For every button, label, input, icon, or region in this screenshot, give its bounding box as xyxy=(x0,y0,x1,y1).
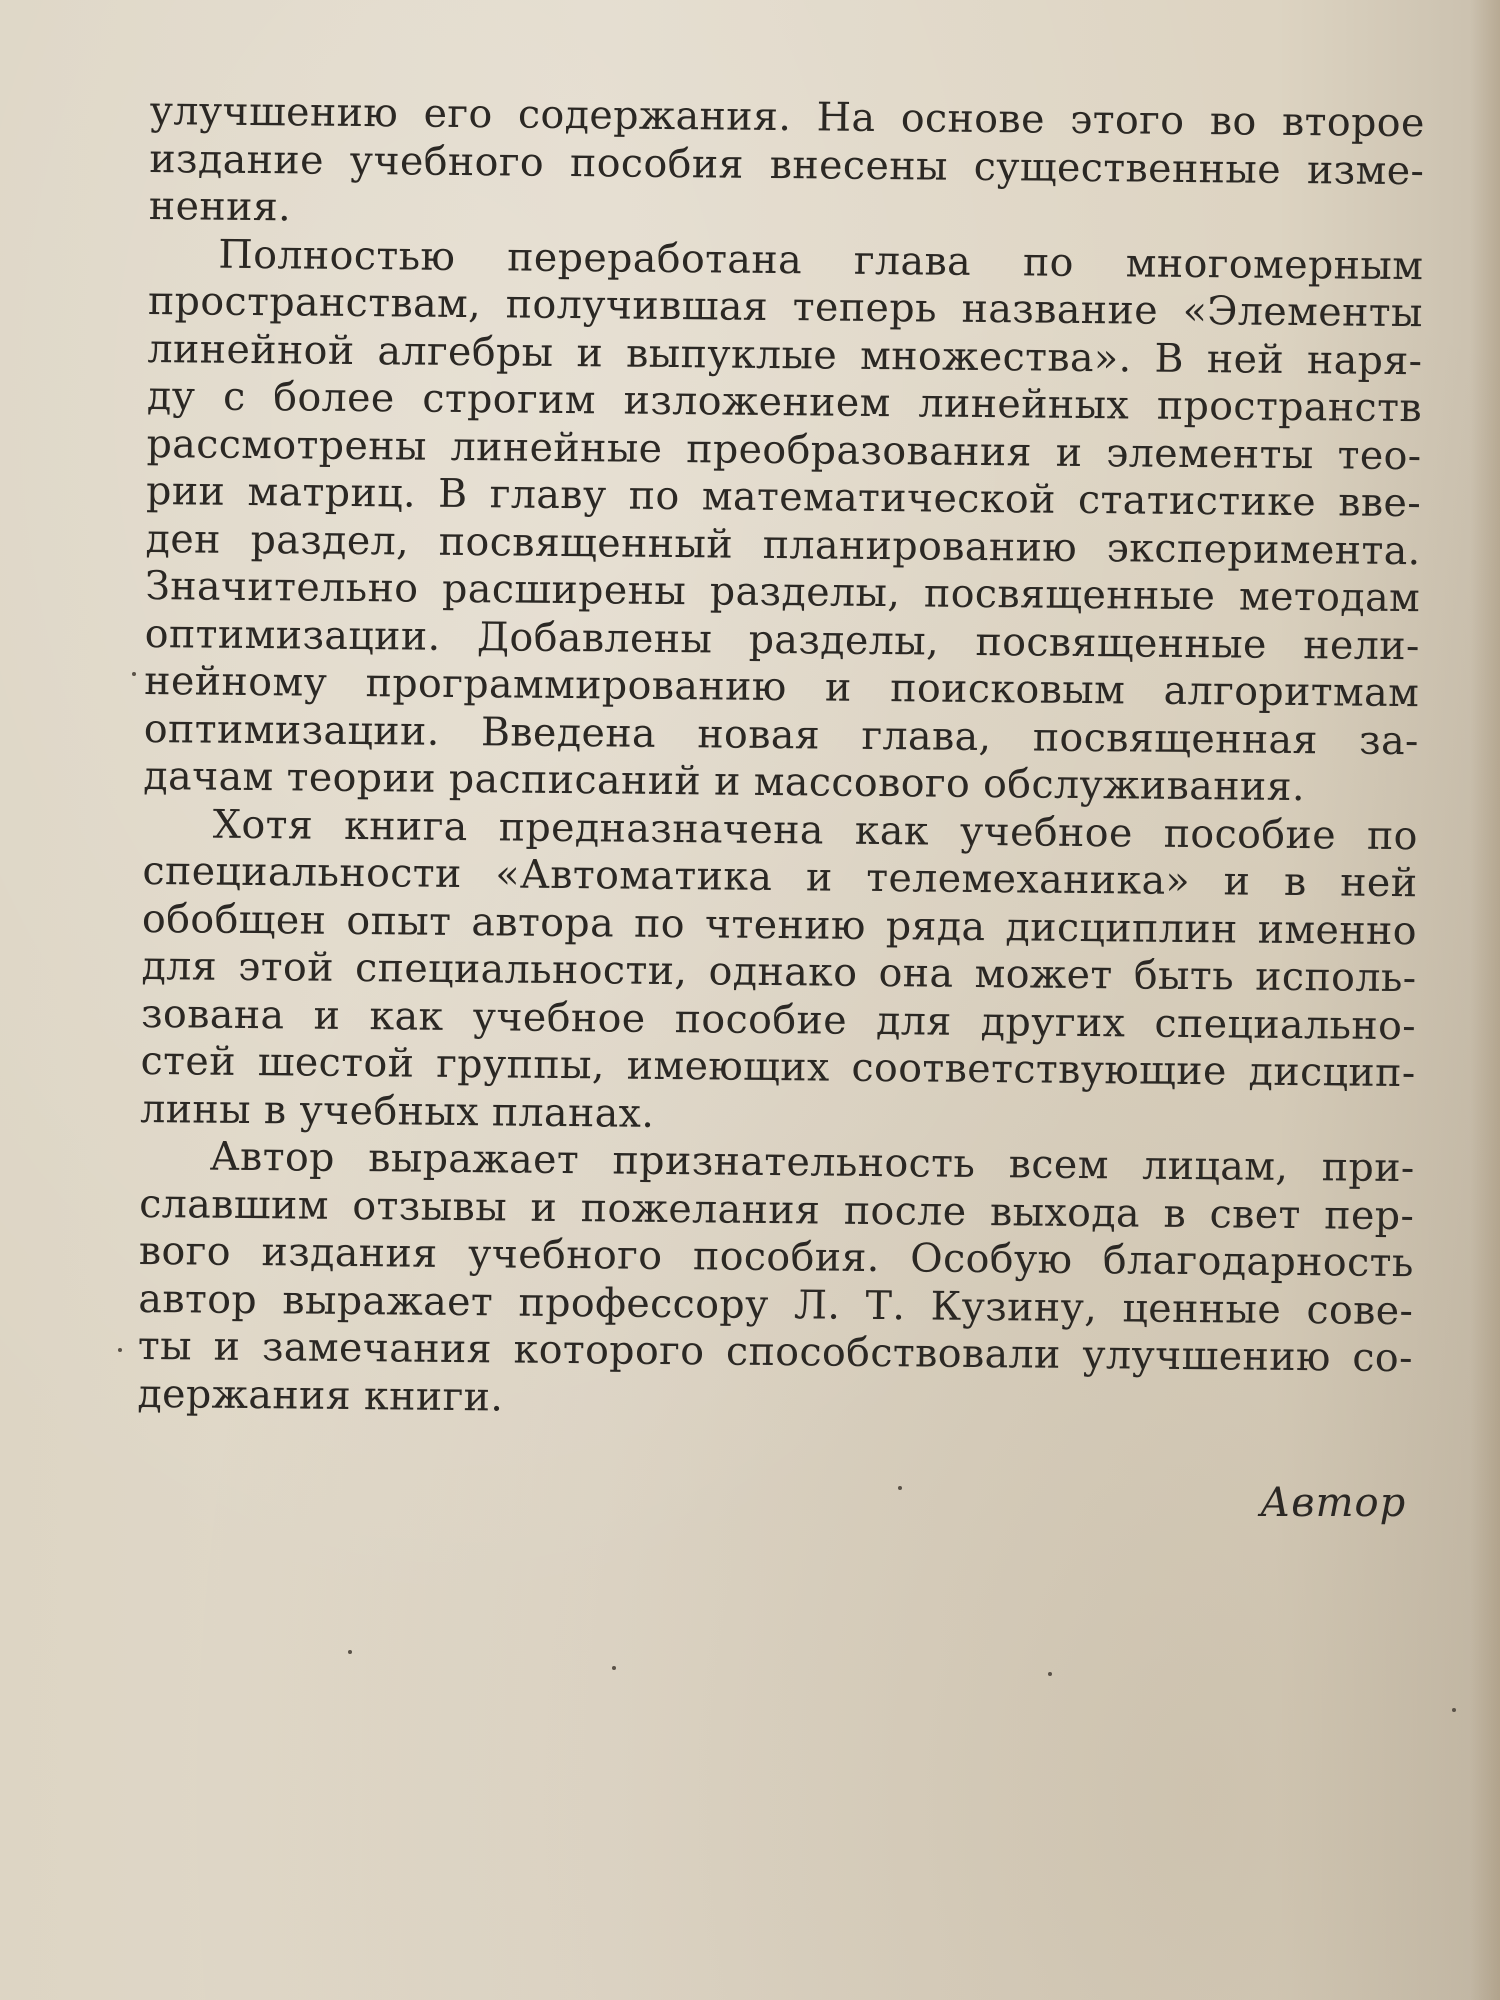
text-line: обобщен опыт автора по чтению ряда дисциплин именно xyxy=(141,895,1418,954)
text-line: держания книги. xyxy=(137,1370,504,1420)
text-line: вого издания учебного пособия. Особую благодарность xyxy=(138,1227,1414,1287)
text-line: рии матриц. В главу по математической статистике вве- xyxy=(145,467,1422,527)
text-line: линейной алгебры и выпуклые множества». В ней наря- xyxy=(147,325,1423,384)
text-line: рассмотрены линейные преобразования и элементы тео- xyxy=(146,420,1422,479)
text-line: зована и как учебное пособие для других специально- xyxy=(140,990,1417,1049)
text-line: стей шестой группы, имеющих соответствующие дисцип- xyxy=(140,1037,1416,1097)
text-line: Автор выражает признательность всем лицам, при- xyxy=(209,1133,1415,1192)
paper-speck xyxy=(898,1486,902,1490)
text-line: ты и замечания которого способствовали улучшению со- xyxy=(137,1322,1414,1382)
text-line: оптимизации. Добавлены разделы, посвященные нели- xyxy=(144,610,1420,669)
page-edge-shadow xyxy=(1470,0,1500,2000)
text-line: Хотя книга предназначена как учебное пособие по xyxy=(212,801,1419,859)
text-line: ду с более строгим изложением линейных пространств xyxy=(146,372,1423,432)
text-line: для этой специальности, однако она может быть исполь- xyxy=(141,942,1417,1002)
text-line: нейному программированию и поисковым алгоритмам xyxy=(144,657,1420,717)
text-line: нения. xyxy=(148,182,292,231)
text-line: славшим отзывы и пожелания после выхода в свет пер- xyxy=(139,1180,1415,1239)
preface-text xyxy=(137,88,1425,1430)
text-line: Значительно расширены разделы, посвященные методам xyxy=(144,562,1421,622)
text-line: пространствам, получившая теперь название «Элементы xyxy=(147,277,1424,337)
paper-speck xyxy=(348,1650,352,1654)
paper-speck xyxy=(118,1348,122,1352)
paper-speck xyxy=(612,1666,616,1670)
text-line: Полностью переработана глава по многомерным xyxy=(218,231,1424,289)
text-line: лины в учебных планах. xyxy=(139,1085,655,1137)
text-line: специальности «Автоматика и телемеханика» и в ней xyxy=(142,847,1418,907)
text-line: автор выражает профессору Л. Т. Кузину, ценные сове- xyxy=(138,1275,1414,1334)
text-line: оптимизации. Введена новая глава, посвященная за- xyxy=(143,705,1420,764)
paper-speck xyxy=(1048,1672,1052,1676)
text-line: издание учебного пособия внесены существенные изме- xyxy=(149,135,1425,194)
paper-speck xyxy=(1452,1708,1456,1712)
text-line: дачам теории расписаний и массового обслуживания. xyxy=(143,752,1306,811)
author-signature: Автор xyxy=(1260,1480,1407,1526)
text-line: ден раздел, посвященный планированию эксперимента. xyxy=(145,515,1421,574)
text-line: улучшению его содержания. На основе этого во второе xyxy=(149,88,1425,147)
paper-speck xyxy=(132,672,136,676)
